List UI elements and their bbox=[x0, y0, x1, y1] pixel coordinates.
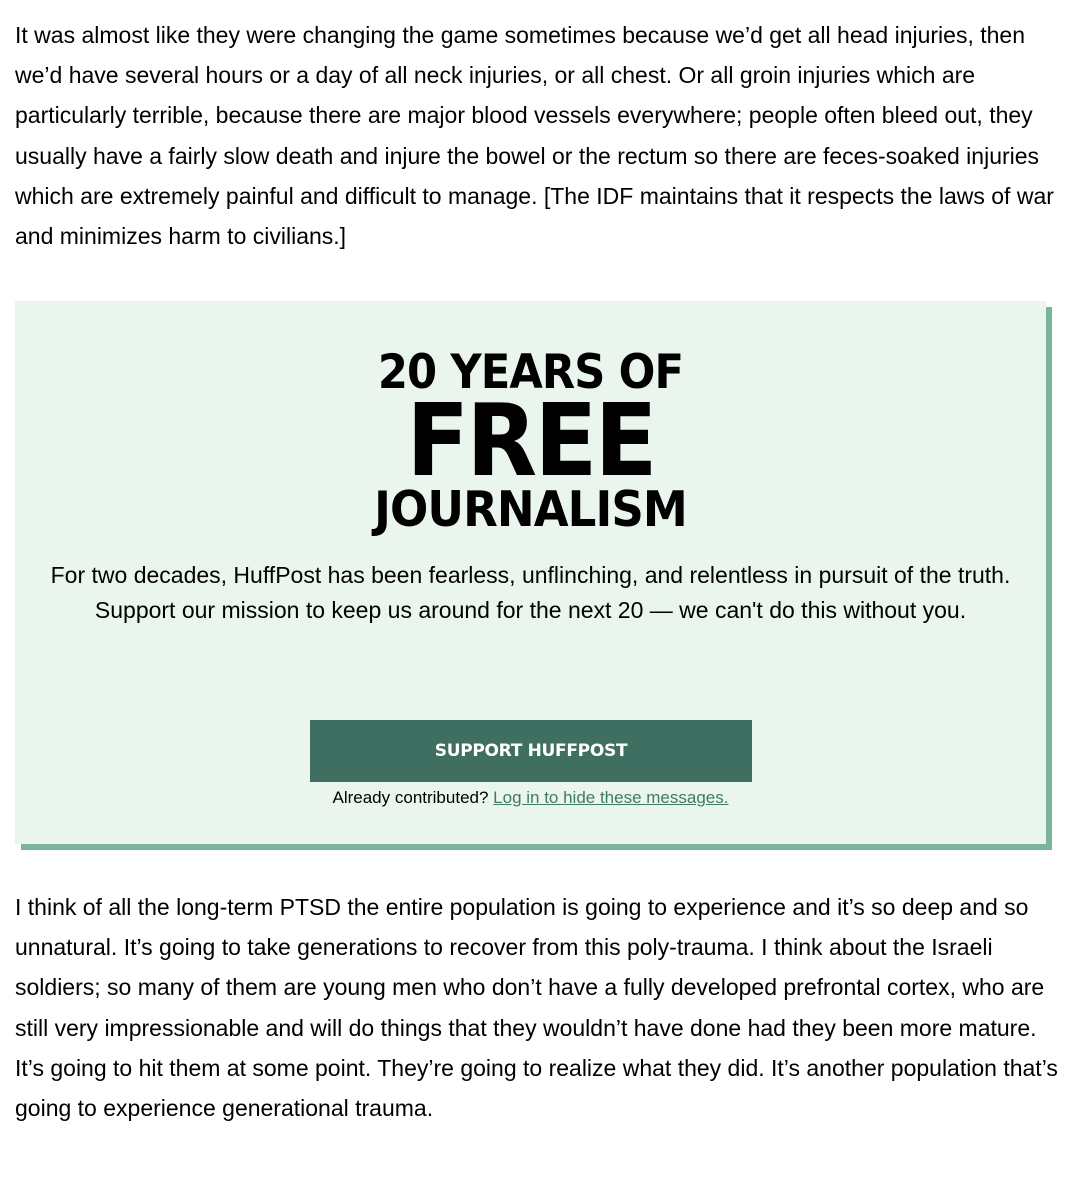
support-huffpost-button[interactable]: SUPPORT HUFFPOST bbox=[310, 720, 752, 782]
article-paragraph: It was almost like they were changing the game sometimes because we’d get all head injuries, then we’d have several hours or a day of all neck injuries, or all chest. Or all groin injuries which are particularly terrible, because there are major blood vessels everywhere; people often bleed out, they usually have a fairly slow death and injure the bowel or the rectum so there are feces-soaked injuries which are extremely painful and difficult to manage. [The IDF maintains that it respects the laws of war and minimizes harm to civilians.] bbox=[15, 22, 1054, 250]
already-contributed-line bbox=[15, 787, 1046, 809]
login-link[interactable]: Log in to hide these messages. bbox=[493, 788, 729, 807]
headline-line-3: JOURNALISM bbox=[374, 481, 687, 538]
headline-line-1: 20 YEARS OF bbox=[377, 345, 684, 400]
already-contributed-label: Already contributed? bbox=[332, 788, 494, 807]
headline-line-2: FREE bbox=[406, 382, 655, 499]
support-message: For two decades, HuffPost has been fearless, unflinching, and relentless in pursuit of the truth. Support our mission to keep us around for the next 20 — we can't do this without you. bbox=[50, 562, 1011, 623]
support-huffpost-panel bbox=[15, 301, 1046, 844]
article-paragraph: I think of all the long-term PTSD the entire population is going to experience and it’s so deep and so unnatural. It’s going to take generations to recover from this poly-trauma. I think about the Israeli soldiers; so many of them are young men who don’t have a fully developed prefrontal cortex, who are still very impressionable and will do things that they wouldn’t have done had they been more mature. It’s going to hit them at some point. They’re going to realize what they did. It’s another population that’s going to experience generational trauma. bbox=[15, 894, 1058, 1122]
